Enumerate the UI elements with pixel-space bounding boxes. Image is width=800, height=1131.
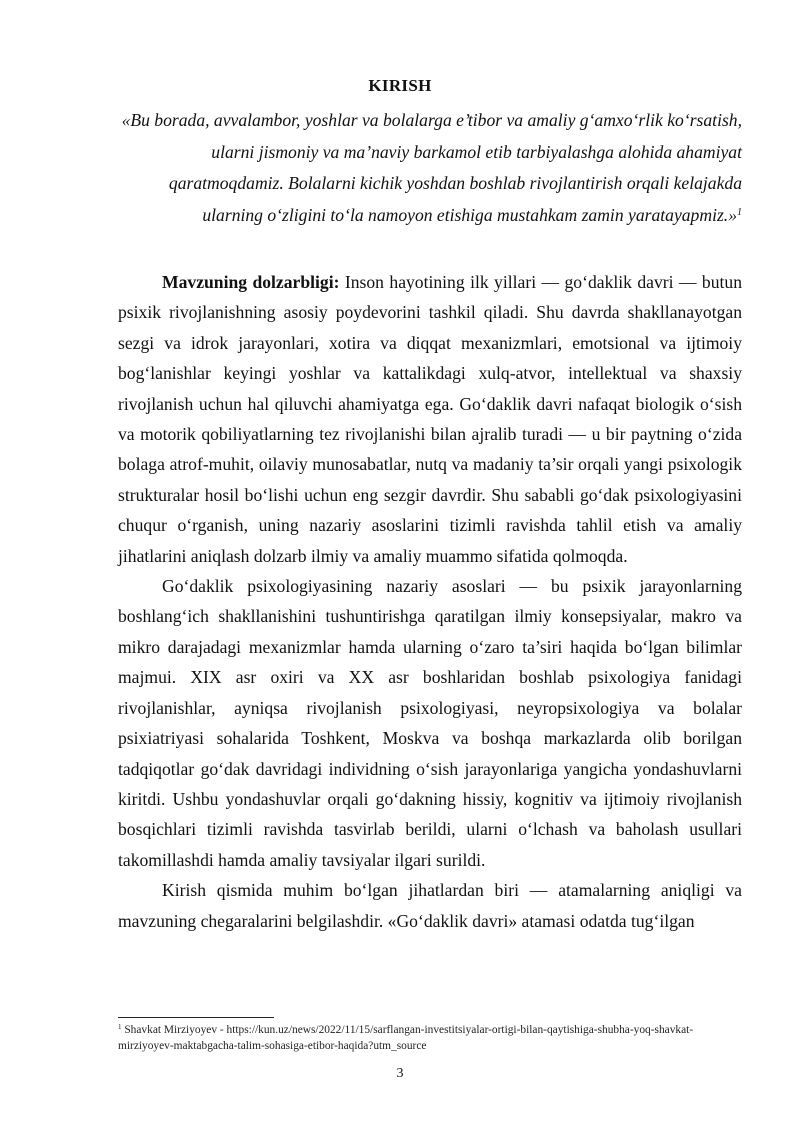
footnote-reference[interactable]: 1 (737, 206, 742, 218)
paragraph-theory (118, 571, 742, 875)
footnote-text: Shavkat Mirziyoyev - https://kun.uz/news/2022/11/15/sarflangan-investitsiyalar-ortigi-bilan-qaytishiga-shubha-yoq-shavkat-mirziyoyev-maktabgacha-talim-sohasiga-etibor-haqida?utm_source (118, 1024, 694, 1052)
paragraph-terms (118, 875, 742, 936)
epigraph-text: «Bu borada, avvalambor, yoshlar va bolalarga e’tibor va amaliy g‘amxo‘rlik ko‘rsatish, ularni jismoniy va ma’naviy barkamol etib tarbiyalashga alohida ahamiyat qaratmoqdamiz. Bolalarni kichik yoshdan boshlab rivojlantirish orqali kelajakda ularning o‘zligini to‘la namoyon etishiga mustahkam zamin yaratayapmiz.» (121, 110, 742, 225)
footnote (118, 1022, 742, 1054)
paragraph-lead-heading: Mavzuning dolzarbligi: (162, 272, 340, 292)
paragraph-text: Kirish qismida muhim bo‘lgan jihatlardan biri — atamalarning aniqligi va mavzuning chegaralarini belgilashdir. «Go‘daklik davri» atamasi odatda tug‘ilgan (118, 880, 742, 931)
footnote-separator (118, 1017, 274, 1018)
paragraph-text: Inson hayotining ilk yillari — go‘daklik davri — butun psixik rivojlanishning asosiy poydevorini tashkil qiladi. Shu davrda shakllanayotgan sezgi va idrok jarayonlari, xotira va diqqat mexanizmlari, emotsional va ijtimoiy bog‘lanishlar keyingi yoshlar va kattalikdagi xulq-atvor, intellektual va shaxsiy rivojlanish uchun hal qiluvchi ahamiyatga ega. Go‘daklik davri nafaqat biologik o‘sish va motorik qobiliyatlarning tez rivojlanishi bilan ajralib turadi — u bir paytning o‘zida bolaga atrof-muhit, oilaviy munosabatlar, nutq va madaniy ta’sir orqali yangi psixologik strukturalar hosil bo‘lishi uchun eng sezgir davrdir. Shu sababli go‘dak psixologiyasini chuqur o‘rganish, uning nazariy asoslarini tizimli ravishda tahlil etish va amaliy jihatlarini aniqlash dolzarb ilmiy va amaliy muammo sifatida qolmoqda. (118, 272, 743, 566)
page-title: KIRISH (368, 76, 432, 95)
page-number: 3 (396, 1066, 404, 1081)
footnote-marker: 1 (118, 1023, 122, 1031)
paragraph-text: Go‘daklik psixologiyasining nazariy asoslari — bu psixik jarayonlarning boshlang‘ich shakllanishini tushuntirishga qaratilgan ilmiy konsepsiyalar, makro va mikro darajadagi mexanizmlar hamda ularning o‘zaro ta’siri haqida bo‘lgan bilimlar majmui. XIX asr oxiri va XX asr boshlaridan boshlab psixologiya fanidagi rivojlanishlar, ayniqsa rivojlanish psixologiyasi, neyropsixologiya va bolalar psixiatriyasi sohalarida Toshkent, Moskva va boshqa markazlarda olib borilgan tadqiqotlar go‘dak davridagi individning o‘sish jarayonlariga yangicha yondashuvlarni kiritdi. Ushbu yondashuvlar orqali go‘dakning hissiy, kognitiv va ijtimoiy rivojlanish bosqichlari tizimli ravishda tasvirlab berildi, ularni o‘lchash va baholash usullari takomillashdi hamda amaliy tavsiyalar ilgari surildi. (118, 576, 742, 870)
body-text (118, 267, 742, 936)
epigraph-quote (118, 105, 742, 231)
paragraph-relevance (118, 267, 742, 571)
